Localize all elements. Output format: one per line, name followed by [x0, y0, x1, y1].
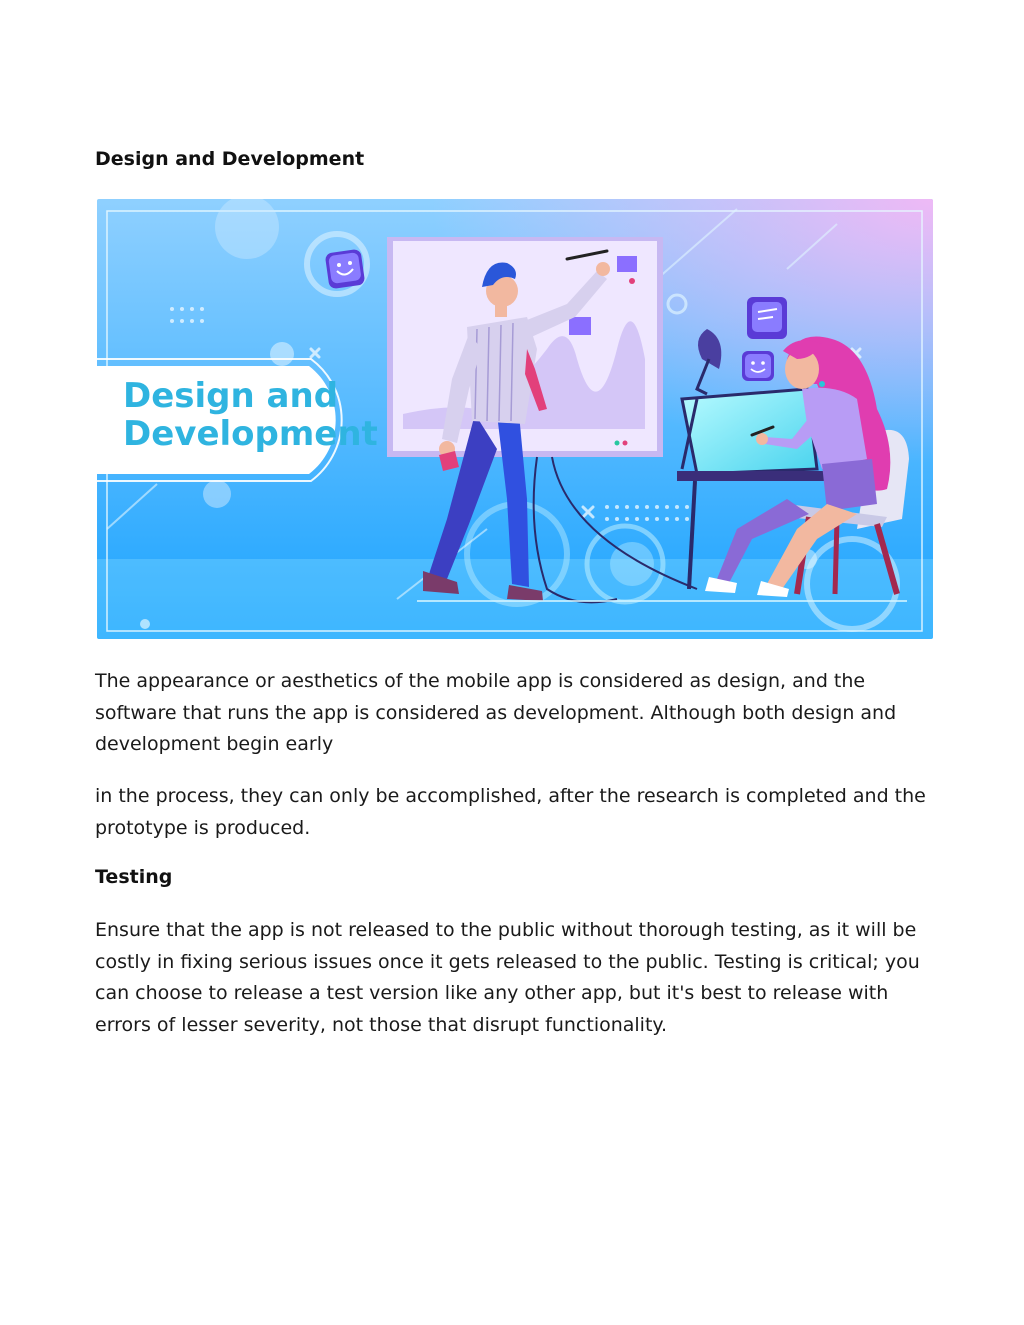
- section-heading-testing: Testing: [95, 866, 173, 888]
- badge-line2: Development: [123, 414, 378, 454]
- paragraph-design-development-1: The appearance or aesthetics of the mobile app is considered as design, and the software that runs the app is considered as development. Although both design and development begin early: [95, 670, 897, 755]
- design-development-illustration: [97, 199, 933, 639]
- section-heading-design-development: Design and Development: [95, 148, 365, 170]
- paragraph-design-development-2: in the process, they can only be accomplished, after the research is completed and the prototype is produced.: [95, 785, 926, 839]
- paragraph-testing: Ensure that the app is not released to the public without thorough testing, as it will be costly in fixing serious issues once it gets released to the public. Testing is critical; you can choose to release a test version like any other app, but it's best to release with errors of lesser severity, not those that disrupt functionality.: [95, 919, 920, 1036]
- badge-line1: Design and: [123, 376, 339, 416]
